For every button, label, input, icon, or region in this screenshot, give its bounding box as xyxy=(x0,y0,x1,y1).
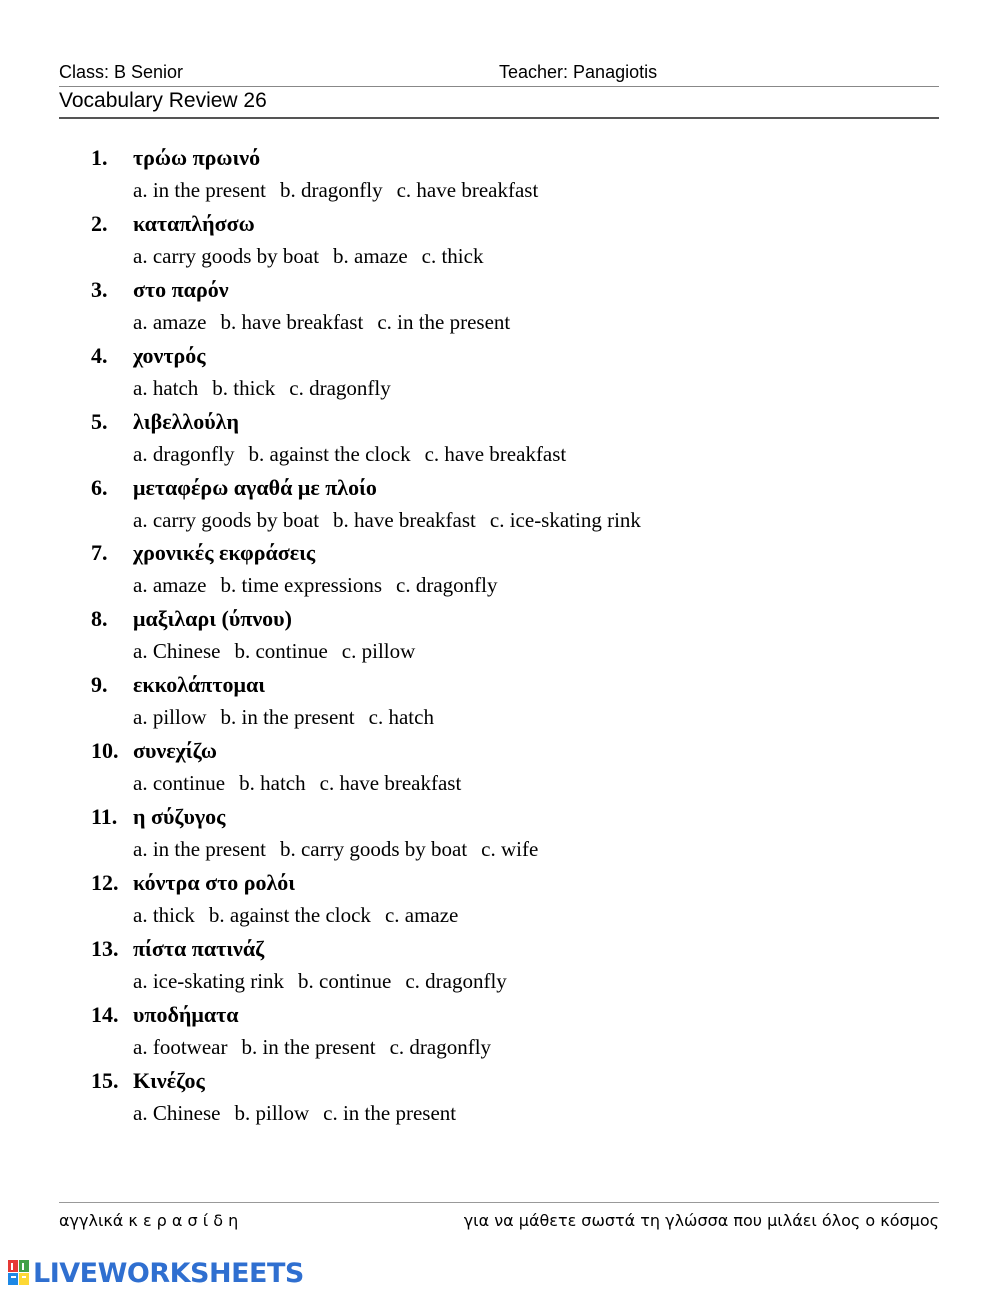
answer-option[interactable]: b. dragonfly xyxy=(279,178,383,202)
answer-option[interactable]: c. amaze xyxy=(384,902,459,927)
question-item xyxy=(0,409,1000,475)
answer-option[interactable]: a. footwear xyxy=(133,1034,228,1059)
answer-option[interactable]: c. pillow xyxy=(341,639,416,664)
answer-options xyxy=(133,310,524,335)
question-item xyxy=(0,343,1000,409)
answer-option[interactable]: b. pillow xyxy=(234,1100,310,1125)
answer-option[interactable]: c. have breakfast xyxy=(396,178,539,202)
answer-option[interactable]: b. carry goods by boat xyxy=(279,837,468,861)
answer-option[interactable]: a. continue xyxy=(133,771,226,796)
answer-options xyxy=(133,903,472,928)
question-number: 10. xyxy=(91,738,119,764)
answer-option[interactable]: c. thick xyxy=(421,243,484,268)
answer-option[interactable]: b. continue xyxy=(234,639,328,664)
question-number: 4. xyxy=(91,342,108,368)
answer-option[interactable]: b. continue xyxy=(298,968,392,993)
answer-option[interactable]: b. in the present xyxy=(241,1034,376,1059)
answer-option[interactable]: a. in the present xyxy=(133,178,266,202)
question-item xyxy=(0,672,1000,738)
answer-options xyxy=(133,573,511,598)
question-word: στο παρόν xyxy=(133,276,229,302)
question-word: λιβελλούλη xyxy=(133,408,239,434)
answer-options xyxy=(133,771,475,796)
question-number: 11. xyxy=(91,804,118,829)
answer-option[interactable]: c. dragonfly xyxy=(289,375,391,400)
answer-option[interactable]: a. hatch xyxy=(133,375,199,400)
answer-option[interactable]: b. thick xyxy=(212,375,276,400)
question-word: καταπλήσσω xyxy=(133,210,255,236)
class-label: Class: B Senior xyxy=(59,62,184,82)
question-item xyxy=(0,936,1000,1002)
answer-options xyxy=(133,244,497,269)
question-number: 9. xyxy=(91,672,108,698)
answer-option[interactable]: b. have breakfast xyxy=(333,507,476,532)
answer-options xyxy=(133,837,552,862)
question-item xyxy=(0,540,1000,606)
question-number: 13. xyxy=(91,935,119,961)
answer-options xyxy=(133,1101,470,1126)
question-item xyxy=(0,738,1000,804)
answer-options xyxy=(133,508,655,533)
answer-option[interactable]: c. dragonfly xyxy=(396,573,498,598)
liveworksheets-logo-icon xyxy=(8,1260,30,1286)
logo-text: LIVEWORKSHEETS xyxy=(33,1257,304,1289)
question-number: 1. xyxy=(91,145,108,170)
answer-option[interactable]: a. ice-skating rink xyxy=(133,968,285,993)
question-number: 14. xyxy=(91,1001,119,1027)
answer-option[interactable]: b. against the clock xyxy=(208,902,371,927)
question-word: μαξιλαρι (ύπνου) xyxy=(133,606,292,632)
header-divider xyxy=(59,86,939,87)
footer-divider xyxy=(59,1202,939,1203)
teacher-label: Teacher: Panagiotis xyxy=(499,62,658,82)
answer-option[interactable]: b. against the clock xyxy=(248,441,411,466)
question-item xyxy=(0,1002,1000,1068)
question-item xyxy=(0,606,1000,672)
question-number: 15. xyxy=(91,1067,119,1093)
answer-option[interactable]: a. pillow xyxy=(133,705,207,730)
answer-option[interactable]: b. in the present xyxy=(220,705,355,730)
footer-right-text: για να μάθετε σωστά τη γλώσσα που μιλάει όλος ο κόσμος xyxy=(463,1211,939,1230)
question-word: χρονικές εκφράσεις xyxy=(133,540,316,566)
liveworksheets-logo[interactable] xyxy=(8,1258,304,1288)
question-word: πίστα πατινάζ xyxy=(133,935,265,961)
answer-option[interactable]: a. in the present xyxy=(133,837,266,861)
question-number: 5. xyxy=(91,408,108,434)
question-item xyxy=(0,277,1000,343)
question-word: Κινέζος xyxy=(133,1067,205,1093)
answer-option[interactable]: a. thick xyxy=(133,902,195,927)
worksheet-title: Vocabulary Review 26 xyxy=(59,89,267,112)
answer-option[interactable]: b. amaze xyxy=(333,243,408,268)
answer-option[interactable]: c. in the present xyxy=(323,1100,457,1125)
answer-options xyxy=(133,376,405,401)
answer-option[interactable]: b. time expressions xyxy=(220,573,383,598)
answer-option[interactable]: b. have breakfast xyxy=(220,309,364,334)
answer-option[interactable]: a. Chinese xyxy=(133,639,221,664)
answer-option[interactable]: b. hatch xyxy=(239,771,306,796)
answer-option[interactable]: c. have breakfast xyxy=(319,771,462,796)
question-item xyxy=(0,475,1000,541)
answer-option[interactable]: c. in the present xyxy=(377,309,511,334)
question-number: 2. xyxy=(91,210,108,236)
question-item xyxy=(0,1068,1000,1134)
question-number: 7. xyxy=(91,540,108,566)
question-item xyxy=(0,211,1000,277)
question-number: 3. xyxy=(91,276,108,302)
answer-options xyxy=(133,178,552,203)
answer-option[interactable]: a. amaze xyxy=(133,573,207,598)
question-word: υποδήματα xyxy=(133,1001,239,1027)
answer-options xyxy=(133,639,429,664)
question-word: τρώω πρωινό xyxy=(133,145,261,170)
question-item xyxy=(0,145,1000,211)
question-item xyxy=(0,870,1000,936)
question-word: χοντρός xyxy=(133,342,206,368)
answer-option[interactable]: c. wife xyxy=(481,837,539,861)
question-number: 12. xyxy=(91,869,119,895)
question-word: η σύζυγος xyxy=(133,804,226,829)
question-word: εκκολάπτομαι xyxy=(133,672,266,698)
answer-option[interactable]: c. hatch xyxy=(368,705,434,730)
question-word: μεταφέρω αγαθά με πλοίο xyxy=(133,474,377,500)
answer-option[interactable]: a. Chinese xyxy=(133,1100,221,1125)
answer-option[interactable]: c. have breakfast xyxy=(424,441,567,466)
answer-option[interactable]: c. dragonfly xyxy=(405,968,507,993)
question-number: 6. xyxy=(91,474,108,500)
question-word: κόντρα στο ρολόι xyxy=(133,869,296,895)
answer-options xyxy=(133,969,521,994)
question-item xyxy=(0,804,1000,870)
question-number: 8. xyxy=(91,606,108,632)
title-divider xyxy=(59,117,939,119)
answer-option[interactable]: a. amaze xyxy=(133,309,207,334)
footer-left-text: αγγλικά κ ε ρ α σ ί δ η xyxy=(59,1211,239,1230)
answer-option[interactable]: a. carry goods by boat xyxy=(133,243,320,268)
answer-option[interactable]: c. ice-skating rink xyxy=(489,507,641,532)
answer-options xyxy=(133,1035,505,1060)
answer-option[interactable]: a. carry goods by boat xyxy=(133,507,320,532)
answer-options xyxy=(133,705,448,730)
answer-option[interactable]: c. dragonfly xyxy=(389,1034,492,1059)
answer-option[interactable]: a. dragonfly xyxy=(133,441,235,466)
answer-options xyxy=(133,442,580,467)
question-word: συνεχίζω xyxy=(133,738,218,764)
